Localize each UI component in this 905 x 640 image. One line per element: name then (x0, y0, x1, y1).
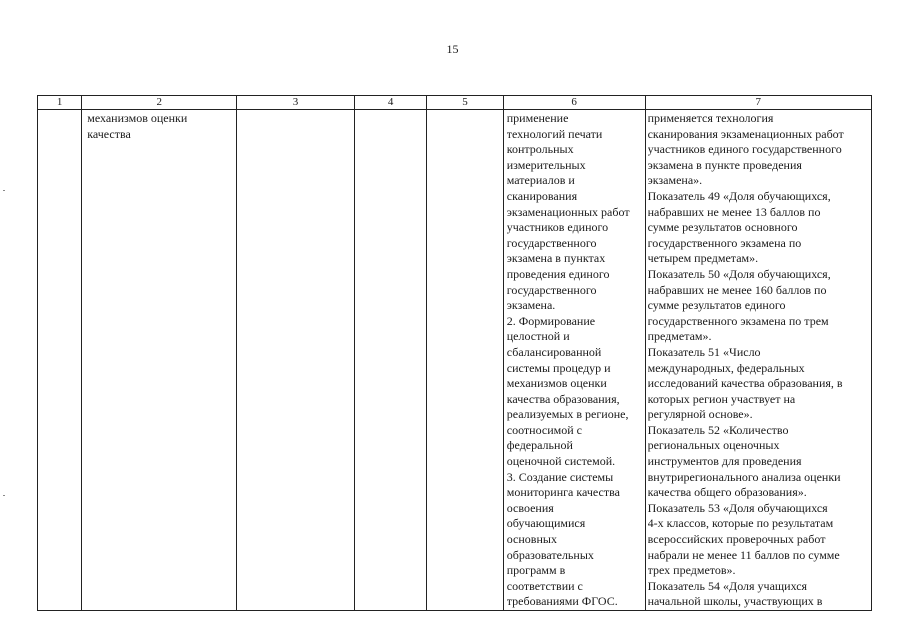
header-row (38, 96, 872, 110)
text-line: измерительных (506, 157, 586, 172)
text-line: федеральной (506, 438, 573, 453)
cell-col-4 (354, 110, 426, 611)
text-line: технологий печати (506, 126, 603, 141)
text-line: набравших не менее 13 баллов по (647, 204, 821, 219)
text-line: образовательных (506, 547, 594, 562)
text-line: которых регион участвует на (647, 391, 796, 406)
text-line: экзамена. (506, 298, 556, 313)
cell-col-7 (645, 110, 871, 611)
text-line: обучающимися (506, 516, 586, 531)
text-line: материалов и (506, 173, 575, 188)
text-line: контрольных (506, 142, 574, 157)
indicators-table (37, 95, 872, 611)
text-line: начальной школы, участвующих в (647, 594, 823, 609)
text-line: качества образования, (506, 391, 620, 406)
text-line: участников единого государственного (647, 142, 842, 157)
cell-col-3 (237, 110, 355, 611)
text-line: требованиями ФГОС. (506, 594, 618, 609)
text-line: применяется технология (647, 111, 774, 125)
text-line: основных (506, 532, 557, 547)
text-line: Показатель 50 «Доля обучающихся, (647, 266, 831, 281)
cell-col-2 (82, 110, 237, 611)
text-line: проведения единого (506, 266, 610, 281)
column-header-2: 2 (82, 96, 237, 110)
text-line: соответствии с (506, 578, 583, 593)
text-line: внутрирегионального анализа оценки (647, 469, 841, 484)
text-line: механизмов оценки (506, 376, 607, 391)
text-line: сумме результатов единого (647, 298, 786, 313)
col7-text (646, 110, 871, 610)
text-line: Показатель 51 «Число (647, 344, 761, 359)
text-line: инструментов для проведения (647, 454, 802, 469)
text-line: целостной и (506, 329, 570, 344)
text-line: механизмов оценки (87, 111, 188, 125)
text-line: участников единого (506, 220, 609, 235)
text-line: 4-х классов, которые по результатам (647, 516, 834, 531)
text-line: экзамена». (647, 173, 703, 188)
text-line: качества (87, 126, 131, 141)
cell-col-5 (427, 110, 503, 611)
column-header-6: 6 (503, 96, 645, 110)
text-line: набравших не менее 160 баллов по (647, 282, 827, 297)
text-line: всероссийских проверочных работ (647, 532, 826, 547)
text-line: сбалансированной (506, 344, 602, 359)
text-line: 2. Формирование (506, 313, 596, 328)
text-line: набрали не менее 11 баллов по сумме (647, 547, 840, 562)
text-line: государственного (506, 235, 597, 250)
column-header-4: 4 (354, 96, 426, 110)
column-header-1: 1 (38, 96, 82, 110)
text-line: программ в (506, 563, 566, 578)
text-line: экзамена в пунктах (506, 251, 606, 266)
text-line: сканирования экзаменационных работ (647, 126, 844, 141)
column-header-7: 7 (645, 96, 871, 110)
column-header-3: 3 (237, 96, 355, 110)
cell-col-1 (38, 110, 82, 611)
text-line: оценочной системой. (506, 454, 616, 469)
text-line: Показатель 52 «Количество (647, 422, 789, 437)
text-line: мониторинга качества (506, 485, 620, 500)
scan-speck (3, 190, 5, 191)
text-line: государственного экзамена по (647, 235, 802, 250)
table-row (38, 110, 872, 611)
text-line: экзамена в пункте проведения (647, 157, 802, 172)
scan-speck (3, 495, 5, 496)
text-line: 3. Создание системы (506, 469, 614, 484)
text-line: Показатель 49 «Доля обучающихся, (647, 188, 831, 203)
text-line: реализуемых в регионе, (506, 407, 629, 422)
text-line: региональных оценочных (647, 438, 780, 453)
text-line: Показатель 53 «Доля обучающихся (647, 500, 828, 515)
col6-text (504, 110, 645, 610)
text-line: сканирования (506, 188, 578, 203)
page-number: 15 (446, 42, 459, 56)
text-line: соотносимой с (506, 422, 582, 437)
text-line: международных, федеральных (647, 360, 805, 375)
text-line: сумме результатов основного (647, 220, 798, 235)
col2-text (82, 110, 236, 142)
text-line: государственного экзамена по трем (647, 313, 829, 328)
text-line: качества общего образования». (647, 485, 807, 500)
cell-col-6 (503, 110, 645, 611)
text-line: Показатель 54 «Доля учащихся (647, 578, 808, 593)
text-line: исследований качества образования, в (647, 376, 843, 391)
text-line: предметам». (647, 329, 712, 344)
text-line: государственного (506, 282, 597, 297)
text-line: применение (506, 111, 569, 125)
text-line: экзаменационных работ (506, 204, 630, 219)
text-line: трех предметов». (647, 563, 736, 578)
text-line: системы процедур и (506, 360, 611, 375)
text-line: четырем предметам». (647, 251, 759, 266)
text-line: освоения (506, 500, 554, 515)
column-header-5: 5 (427, 96, 503, 110)
text-line: регулярной основе». (647, 407, 753, 422)
